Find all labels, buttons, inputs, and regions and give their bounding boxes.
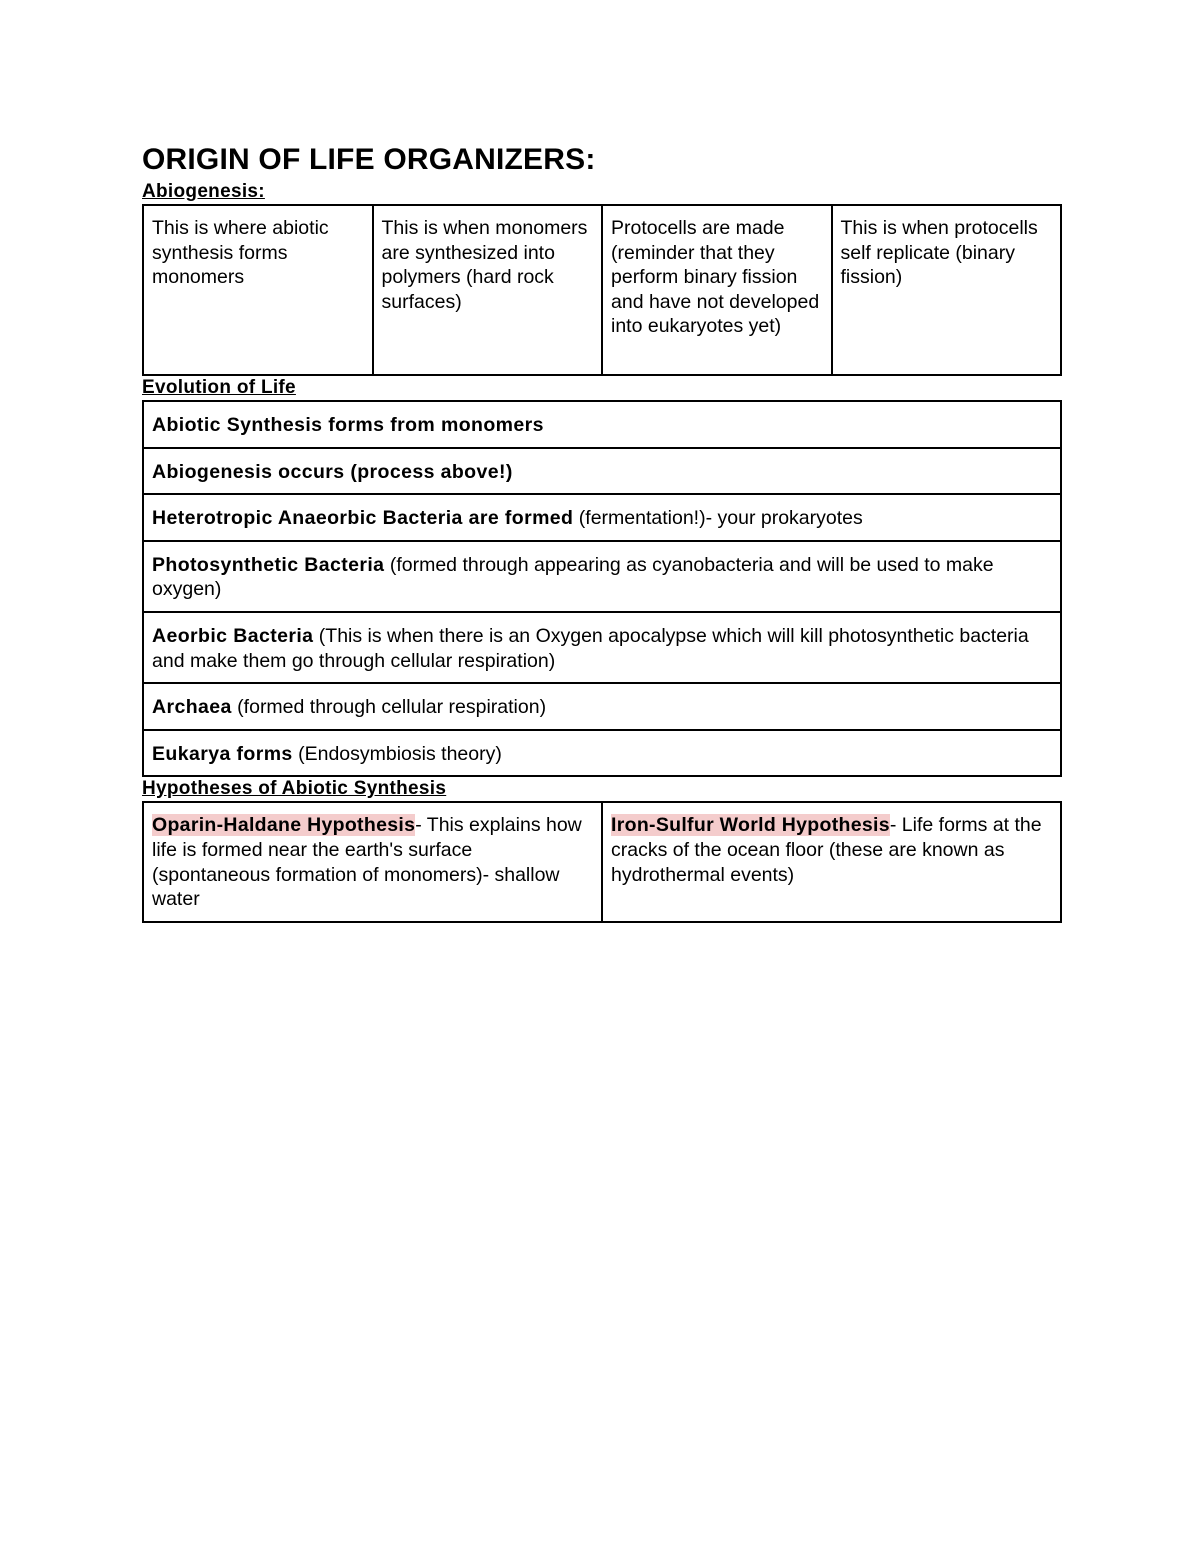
evolution-heading: Evolution of Life bbox=[142, 377, 296, 398]
step-name: Heterotropic Anaeorbic Bacteria are formed bbox=[152, 507, 574, 530]
hypothesis-text: - Life forms at the cracks of the ocean floor (these are known as hydrothermal events) bbox=[611, 814, 1042, 886]
hypothesis-name: Iron-Sulfur World Hypothesis bbox=[611, 814, 890, 837]
hypothesis-iron-sulfur bbox=[602, 802, 1061, 922]
evolution-step-archaea bbox=[143, 683, 1061, 730]
evolution-step-photosynthetic-bacteria bbox=[143, 541, 1061, 612]
table-row bbox=[143, 494, 1061, 541]
hypotheses-row bbox=[143, 802, 1061, 922]
abiogenesis-cell-4: This is when protocells self replicate (binary fission) bbox=[832, 205, 1062, 375]
step-name: Abiotic Synthesis forms from monomers bbox=[152, 414, 544, 436]
step-detail: (formed through appearing as cyanobacteria and will be used to make oxygen) bbox=[152, 553, 994, 601]
evolution-step-abiogenesis bbox=[143, 448, 1061, 495]
abiogenesis-cell-2: This is when monomers are synthesized into polymers (hard rock surfaces) bbox=[373, 205, 603, 375]
table-row bbox=[143, 683, 1061, 730]
hypothesis-oparin-haldane bbox=[143, 802, 602, 922]
abiogenesis-cell-3: Protocells are made (reminder that they perform binary fission and have not developed into eukaryotes yet) bbox=[602, 205, 832, 375]
table-row bbox=[143, 541, 1061, 612]
document-title: ORIGIN OF LIFE ORGANIZERS: bbox=[142, 143, 596, 176]
step-name: Photosynthetic Bacteria bbox=[152, 553, 385, 576]
evolution-step-abiotic-synthesis bbox=[143, 401, 1061, 448]
table-row bbox=[143, 730, 1061, 777]
table-row bbox=[143, 401, 1061, 448]
step-name: Abiogenesis occurs (process above!) bbox=[152, 460, 513, 483]
hypothesis-text: - This explains how life is formed near the earth's surface (spontaneous formation of monomers)- shallow water bbox=[152, 814, 582, 911]
step-detail: (formed through cellular respiration) bbox=[231, 696, 547, 719]
abiogenesis-cell-1: This is where abiotic synthesis forms monomers bbox=[143, 205, 373, 375]
hypotheses-heading: Hypotheses of Abiotic Synthesis bbox=[142, 778, 447, 800]
evolution-step-aerobic-bacteria bbox=[143, 612, 1061, 683]
table-row bbox=[143, 612, 1061, 683]
evolution-step-heterotropic-bacteria bbox=[143, 494, 1061, 541]
table-row bbox=[143, 448, 1061, 495]
evolution-table bbox=[142, 400, 1062, 777]
abiogenesis-row bbox=[143, 205, 1061, 375]
step-detail: (This is when there is an Oxygen apocalypse which will kill photosynthetic bacteria and make them go through cellular respiration) bbox=[152, 624, 1029, 672]
document-page bbox=[142, 140, 1062, 923]
step-name: Archaea bbox=[152, 696, 232, 719]
step-detail: (Endosymbiosis theory) bbox=[292, 742, 502, 765]
abiogenesis-heading: Abiogenesis: bbox=[142, 181, 265, 202]
step-name: Eukarya forms bbox=[152, 742, 293, 765]
hypothesis-name: Oparin-Haldane Hypothesis bbox=[152, 814, 416, 837]
abiogenesis-table bbox=[142, 204, 1062, 376]
step-detail: (fermentation!)- your prokaryotes bbox=[573, 507, 863, 530]
hypotheses-table bbox=[142, 801, 1062, 923]
evolution-step-eukarya bbox=[143, 730, 1061, 777]
step-name: Aeorbic Bacteria bbox=[152, 624, 314, 647]
